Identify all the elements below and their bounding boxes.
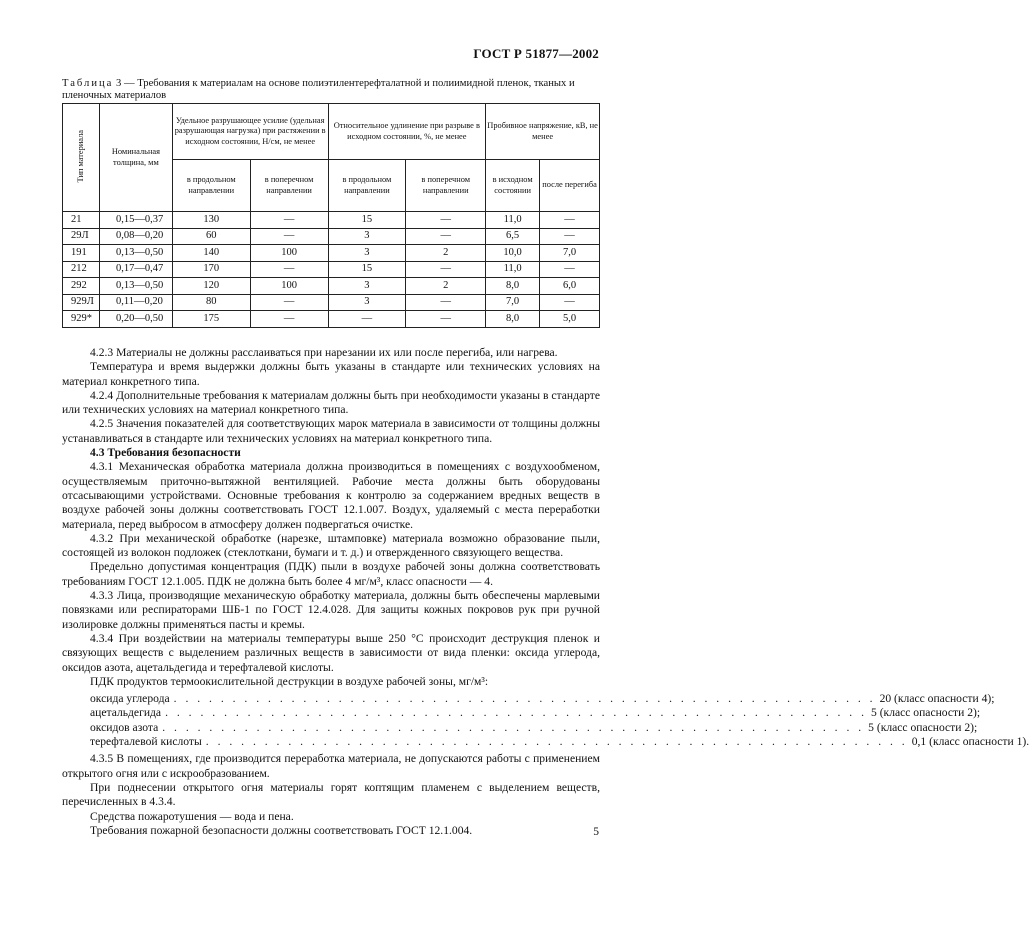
header-elongation-transverse: в поперечном направлении [406, 160, 486, 212]
table-row [63, 294, 600, 311]
header-strength-longitudinal: в продольном направлении [172, 160, 250, 212]
table-cell: 10,0 [486, 245, 540, 262]
pdk-value: 0,1 (класс опасности 1). [911, 735, 1029, 749]
table-cell: 0,13—0,50 [99, 245, 172, 262]
table-cell: — [250, 294, 328, 311]
list-item [90, 692, 995, 706]
paragraph-4-3-5-d: Требования пожарной безопасности должны соответствовать ГОСТ 12.1.004. [90, 823, 473, 837]
table-cell: 130 [172, 212, 250, 229]
header-strength: Удельное разрушающее усилие (удельная разрушающая нагрузка) при растяжении в исходном состоянии, Н/см, не менее [172, 104, 328, 160]
table-row [63, 228, 600, 245]
table-cell: 60 [172, 228, 250, 245]
pdk-substance: оксида углерода [90, 692, 170, 706]
table-cell: 8,0 [486, 278, 540, 295]
table-cell: 3 [328, 278, 406, 295]
table-cell: — [406, 212, 486, 229]
dot-leader: . . . . . . . . . . . . . . . . . . . . . . . . . . . . . . . . . . . . . . . . . . . . . . . . . . . . . . . . . . . . [162, 720, 865, 734]
table-cell: — [540, 294, 600, 311]
requirements-table [62, 103, 600, 328]
table-cell: — [250, 212, 328, 229]
table-cell: 3 [328, 294, 406, 311]
table-cell: 0,20—0,50 [99, 311, 172, 328]
header-elongation: Относительное удлинение при разрыве в исходном состоянии, %, не менее [328, 104, 486, 160]
table-row [63, 311, 600, 328]
table-cell: 6,5 [486, 228, 540, 245]
pdk-substance: терефталевой кислоты [90, 735, 202, 749]
table-cell: 929* [63, 311, 100, 328]
table-cell: 15 [328, 261, 406, 278]
table-cell: 8,0 [486, 311, 540, 328]
table-cell: 0,15—0,37 [99, 212, 172, 229]
header-breakdown-after-bend: после перегиба [540, 160, 600, 212]
table-cell: — [328, 311, 406, 328]
table-cell: — [250, 261, 328, 278]
table-cell: 7,0 [540, 245, 600, 262]
pdk-value: 5 (класс опасности 2); [871, 706, 981, 720]
table-cell: — [406, 261, 486, 278]
table-cell: — [250, 311, 328, 328]
table-cell: 292 [63, 278, 100, 295]
table-cell: 5,0 [540, 311, 600, 328]
paragraph-4-3-4: 4.3.4 При воздействии на материалы температуры выше 250 °С происходит деструкция пленок и связующих веществ с выделением различных веществ в зависимости от вида пленки: оксида углерода, оксидов азота, ацетальдегида и терефталевой кислоты. [62, 631, 600, 674]
pdk-substance: оксидов азота [90, 720, 159, 734]
table-cell: — [406, 311, 486, 328]
table-cell: 120 [172, 278, 250, 295]
table-cell: 212 [63, 261, 100, 278]
paragraph-4-2-3: 4.2.3 Материалы не должны расслаиваться при нарезании их или после перегиба, или нагрева. [90, 346, 558, 359]
paragraph-4-3-5-c: Средства пожаротушения — вода и пена. [90, 809, 294, 823]
table-cell: 11,0 [486, 261, 540, 278]
paragraph-4-3-1: 4.3.1 Механическая обработка материала должна производиться в помещениях с воздухообменом, осуществляемым приточно-вытяжной вентиляцией. Рабочие места должны быть оборудованы отсасывающими устройствами. Основные требования к контролю за содержанием вредных веществ в воздухе рабочей зоны должны соответствовать ГОСТ 12.1.007. Воздух, удаляемый с места переработки материала, перед выбросом в атмосферу должен подвергаться очистке. [62, 460, 600, 531]
table-cell: 100 [250, 278, 328, 295]
table-cell: 0,13—0,50 [99, 278, 172, 295]
table-cell: 100 [250, 245, 328, 262]
table-cell: 80 [172, 294, 250, 311]
paragraph-4-3-4-b: ПДК продуктов термоокислительной деструкции в воздухе рабочей зоны, мг/м³: [90, 674, 489, 688]
table-row [63, 261, 600, 278]
page-number: 5 [593, 826, 599, 838]
pdk-value: 5 (класс опасности 2); [868, 720, 978, 734]
paragraph-4-2-5: 4.2.5 Значения показателей для соответствующих марок материала в зависимости от толщины должны устанавливаться в стандарте или технических условиях на материал конкретного типа. [62, 417, 600, 445]
table-cell: 0,08—0,20 [99, 228, 172, 245]
header-breakdown: Пробивное напряжение, кВ, не менее [486, 104, 600, 160]
list-item [90, 735, 1029, 749]
header-strength-transverse: в поперечном направлении [250, 160, 328, 212]
dot-leader: . . . . . . . . . . . . . . . . . . . . . . . . . . . . . . . . . . . . . . . . . . . . . . . . . . . . . . . . . . . . [205, 735, 908, 749]
dot-leader: . . . . . . . . . . . . . . . . . . . . . . . . . . . . . . . . . . . . . . . . . . . . . . . . . . . . . . . . . . . . [165, 706, 867, 720]
table-cell: 0,11—0,20 [99, 294, 172, 311]
table-row [63, 278, 600, 295]
list-item [90, 706, 981, 720]
table-caption-label: Таблица [62, 78, 114, 89]
header-elongation-longitudinal: в продольном направлении [328, 160, 406, 212]
table-cell: 175 [172, 311, 250, 328]
document-code: ГОСТ Р 51877—2002 [473, 46, 599, 61]
table-cell: 7,0 [486, 294, 540, 311]
list-item [90, 720, 978, 735]
header-breakdown-initial: в исходном состоянии [486, 160, 540, 212]
table-cell: — [250, 228, 328, 245]
body-text [62, 346, 1029, 838]
paragraph-4-3-5: 4.3.5 В помещениях, где производится переработка материала, не допускаются работы с применением открытого огня или с искрообразованием. [62, 752, 600, 780]
table-cell: 140 [172, 245, 250, 262]
table-cell: 3 [328, 245, 406, 262]
paragraph-4-2-3-b: Температура и время выдержки должны быть указаны в стандарте или технических условиях на материал конкретного типа. [62, 360, 600, 388]
paragraph-4-3-2: 4.3.2 При механической обработке (нарезке, штамповке) материала возможно образование пыли, состоящей из волокон подложек (стеклоткани, бумаги и т. д.) и отвержденного связующего вещества. [62, 531, 600, 560]
paragraph-4-3-2-b: Предельно допустимая концентрация (ПДК) пыли в воздухе рабочей зоны должна соответствовать требованиям ГОСТ 12.1.005. ПДК не должна быть более 4 мг/м³, класс опасности — 4. [62, 560, 600, 588]
table-cell: 2 [406, 245, 486, 262]
table-cell: 15 [328, 212, 406, 229]
pdk-value: 20 (класс опасности 4); [879, 692, 995, 706]
table-cell: 191 [63, 245, 100, 262]
table-cell: 6,0 [540, 278, 600, 295]
table-cell: 21 [63, 212, 100, 229]
table-cell: 0,17—0,47 [99, 261, 172, 278]
table-cell: — [540, 261, 600, 278]
table-cell: 3 [328, 228, 406, 245]
paragraph-4-3-3: 4.3.3 Лица, производящие механическую обработку материала, должны быть обеспечены марлевыми повязками или респираторами ШБ-1 по ГОСТ 12.4.028. Для защиты кожных покровов рук при ручной изолировке должны применяться пасты и кремы. [62, 589, 600, 631]
table-row [63, 212, 600, 229]
table-caption [62, 78, 602, 102]
table-cell: — [406, 228, 486, 245]
table-cell: 170 [172, 261, 250, 278]
header-thickness: Номинальная толщина, мм [99, 104, 172, 212]
table-cell: 2 [406, 278, 486, 295]
table-cell: — [540, 228, 600, 245]
table-cell: 929Л [63, 294, 100, 311]
table-caption-text: 3 — Требования к материалам на основе полиэтилентерефталатной и полиимидной пленок, тканых и пленочных материалов [62, 78, 575, 101]
table-row [63, 245, 600, 262]
table-cell: 29Л [63, 228, 100, 245]
table-cell: 11,0 [486, 212, 540, 229]
pdk-list [90, 692, 1029, 749]
table-cell: — [406, 294, 486, 311]
table-cell: — [540, 212, 600, 229]
header-type: Тип материала [63, 104, 100, 212]
pdk-substance: ацетальдегида [90, 706, 162, 720]
dot-leader: . . . . . . . . . . . . . . . . . . . . . . . . . . . . . . . . . . . . . . . . . . . . . . . . . . . . . . . . . . . . [173, 692, 876, 706]
section-heading-4-3: 4.3 Требования безопасности [90, 446, 241, 460]
paragraph-4-3-5-b: При поднесении открытого огня материалы горят коптящим пламенем с выделением веществ, перечисленных в 4.3.4. [62, 780, 600, 809]
paragraph-4-2-4: 4.2.4 Дополнительные требования к материалам должны быть при необходимости указаны в стандарте или технических условиях на материал конкретного типа. [62, 388, 600, 417]
